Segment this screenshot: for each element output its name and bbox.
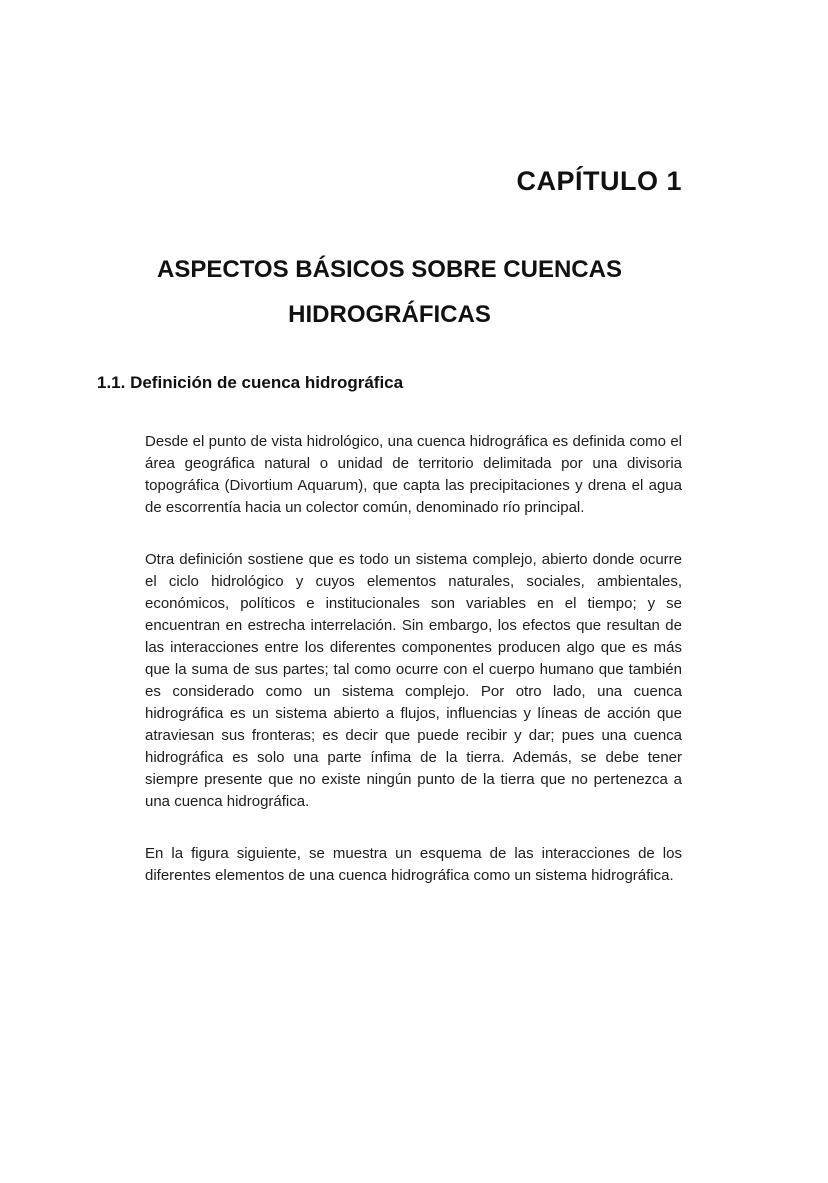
document-title-line-1: ASPECTOS BÁSICOS SOBRE CUENCAS: [157, 256, 622, 283]
paragraph-definition-hydrologic: Desde el punto de vista hidrológico, una cuenca hidrográfica es definida como el área geográfica natural o unidad de territorio delimitada por una divisoria topográfica (Divortium Aquarum), que capta las precipitaciones y drena el agua de escorrentía hacia un colector común, denominado río principal.: [145, 433, 682, 516]
document-title-line-2: HIDROGRÁFICAS: [288, 301, 491, 328]
chapter-heading: CAPÍTULO 1: [516, 166, 682, 196]
paragraph-figure-intro: En la figura siguiente, se muestra un esquema de las interacciones de los diferentes elementos de una cuenca hidrográfica como un sistema hidrográfica.: [145, 845, 682, 884]
section-heading: 1.1. Definición de cuenca hidrográfica: [97, 373, 404, 392]
paragraph-system-complex: Otra definición sostiene que es todo un sistema complejo, abierto donde ocurre el ciclo hidrológico y cuyos elementos naturales, sociales, ambientales, económicos, políticos e institucionales son variables en el tiempo; y se encuentran en estrecha interrelación. Sin embargo, los efectos que resultan de las interacciones entre los diferentes componentes producen algo que es más que la suma de sus partes; tal como ocurre con el cuerpo humano que también es considerado como un sistema complejo. Por otro lado, una cuenca hidrográfica es un sistema abierto a flujos, influencias y líneas de acción que atraviesan sus fronteras; es decir que puede recibir y dar; pues una cuenca hidrográfica es solo una parte ínfima de la tierra. Además, se debe tener siempre presente que no existe ningún punto de la tierra que no pertenezca a una cuenca hidrográfica.: [145, 551, 682, 810]
document-title: [97, 247, 682, 337]
body-text-block: [145, 431, 682, 887]
